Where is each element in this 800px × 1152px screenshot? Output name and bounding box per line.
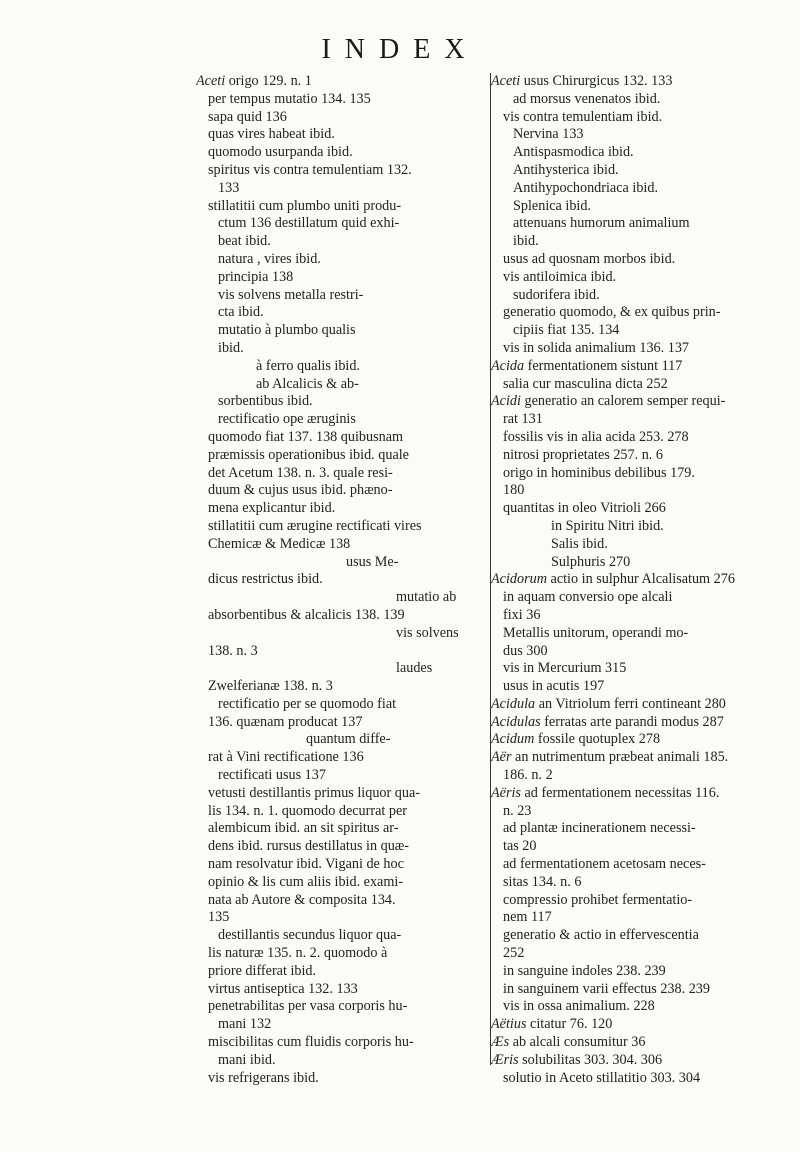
index-entry: nata ab Autore & composita 134. [208,891,396,908]
index-entry: Acidum fossile quotuplex 278 [491,731,661,748]
index-entry: vis antiloimica ibid. [503,268,617,285]
index-entry: lis naturæ 135. n. 2. quomodo à [208,945,388,962]
index-entry: virtus antiseptica 132. 133 [208,980,358,997]
index-entry: cta ibid. [218,304,264,321]
index-entry: spiritus vis contra temulentiam 132. [208,161,412,178]
index-entry: Acida fermentationem sistunt 117 [491,357,683,374]
page-heading: INDEX [321,34,479,65]
index-entry: ibid. [218,339,244,356]
index-entry: vis in solida animalium 136. 137 [503,339,690,356]
index-entry: salia cur masculina dicta 252 [503,375,668,392]
index-entry: Zwelferianæ 138. n. 3 [208,678,333,695]
index-headword: Aëtius [491,1016,527,1033]
index-entry: Aër an nutrimentum præbeat animali 185. [491,749,729,766]
index-entry: attenuans humorum animalium [513,215,690,232]
index-entry: vis refrigerans ibid. [208,1069,319,1086]
index-entry: origo in hominibus debilibus 179. [503,464,695,481]
index-entry: nem 117 [503,909,552,926]
index-entry: rat 131 [503,411,543,428]
index-entry: Sulphuris 270 [551,553,631,570]
index-entry: Aceti origo 129. n. 1 [196,73,312,89]
index-entry: Acidulas ferratas arte parandi modus 287 [491,713,724,730]
index-entry: Aëtius citatur 76. 120 [491,1016,613,1033]
index-entry: in aquam conversio ope alcali [503,589,673,606]
index-column-left [196,73,491,1086]
index-entry: præmissis operationibus ibid. quale [208,446,409,463]
index-entry: Acidi generatio an calorem semper requi- [491,393,726,410]
index-entry: dicus restrictus ibid. [208,571,323,588]
index-entry: Æs ab alcali consumitur 36 [491,1034,646,1051]
index-entry: stillatitii cum plumbo uniti produ- [208,197,402,214]
index-entry: ab Alcalicis & ab- [256,375,359,392]
index-entry: dus 300 [503,642,548,659]
index-entry: vis in ossa animalium. 228 [503,998,655,1015]
index-entry: Aëris ad fermentationem necessitas 116. [491,784,720,801]
index-entry: usus in acutis 197 [503,678,605,695]
index-entry: Chemicæ & Medicæ 138 [208,535,351,552]
index-entry: mutatio ab [396,589,457,606]
index-headword: Aceti [491,73,521,89]
index-entry: 136. quænam producat 137 [208,713,363,730]
index-entry: ad plantæ incinerationem necessi- [503,820,696,837]
index-entry: in Spiritu Nitri ibid. [551,517,664,534]
index-entry: destillantis secundus liquor qua- [218,927,402,944]
index-entry: alembicum ibid. an sit spiritus ar- [208,820,399,837]
index-entry: miscibilitas cum fluidis corporis hu- [208,1034,414,1051]
index-entry: ad fermentationem acetosam neces- [503,856,706,873]
index-entry: à ferro qualis ibid. [256,357,361,374]
index-entry: Aceti usus Chirurgicus 132. 133 [491,73,673,89]
index-headword: Æris [491,1051,519,1068]
index-headword: Acida [491,357,525,374]
index-entry: vis solvens [396,624,459,641]
index-entry: 186. n. 2 [503,767,553,784]
index-entry: in sanguinem varii effectus 238. 239 [503,980,710,997]
index-entry: quantitas in oleo Vitrioli 266 [503,500,666,517]
index-entry: ad morsus venenatos ibid. [513,90,661,107]
index-entry: det Acetum 138. n. 3. quale resi- [208,464,393,481]
index-entry: natura , vires ibid. [218,250,321,267]
index-entry: vis in Mercurium 315 [503,660,627,677]
index-entry: 180 [503,482,525,499]
index-entry: penetrabilitas per vasa corporis hu- [208,998,408,1015]
index-entry: nam resolvatur ibid. Vigani de hoc [208,856,404,873]
index-entry: dens ibid. rursus destillatus in quæ- [208,838,409,855]
index-entry: opinio & lis cum aliis ibid. exami- [208,873,404,890]
index-entry: n. 23 [503,802,532,819]
index-entry: 138. n. 3 [208,642,258,659]
index-entry: per tempus mutatio 134. 135 [208,90,371,107]
index-headword: Acidum [491,731,535,748]
index-entry: mena explicantur ibid. [208,500,336,517]
index-entry: vetusti destillantis primus liquor qua- [208,784,421,801]
index-entry: 252 [503,945,525,962]
index-entry: vis solvens metalla restri- [218,286,364,303]
index-entry: Metallis unitorum, operandi mo- [503,624,689,641]
index-headword: Acidorum [491,571,547,588]
index-entry: Acidorum actio in sulphur Alcalisatum 276 [491,571,735,588]
index-entry: fixi 36 [503,606,541,623]
index-entry: sapa quid 136 [208,108,287,125]
index-entry: ibid. [513,233,539,250]
index-entry: Acidula an Vitriolum ferri contineant 280 [491,695,726,712]
index-entry: 133 [218,179,240,196]
index-entry: rectificati usus 137 [218,767,326,784]
index-entry: sudorifera ibid. [513,286,600,303]
index-headword: Acidula [491,695,536,712]
index-headword: Aëris [491,784,521,801]
index-entry: sorbentibus ibid. [218,393,313,410]
index-entry: generatio & actio in effervescentia [503,927,699,944]
index-entry: Nervina 133 [513,126,584,143]
index-entry: solutio in Aceto stillatitio 303. 304 [503,1069,701,1086]
index-entry: principia 138 [218,268,294,285]
index-entry: sitas 134. n. 6 [503,873,582,890]
index-entry: 135 [208,909,230,926]
index-entry: Antispasmodica ibid. [513,144,634,161]
index-entry: mutatio à plumbo qualis [218,322,356,339]
index-entry: cipiis fiat 135. 134 [513,322,620,339]
index-entry: compressio prohibet fermentatio- [503,891,693,908]
index-entry: mani ibid. [218,1051,276,1068]
index-headword: Æs [491,1034,510,1051]
index-entry: rectificatio ope æruginis [218,411,356,428]
index-entry: ctum 136 destillatum quid exhi- [218,215,400,232]
index-entry: fossilis vis in alia acida 253. 278 [503,428,689,445]
index-entry: generatio quomodo, & ex quibus prin- [503,304,721,321]
index-entry: in sanguine indoles 238. 239 [503,962,666,979]
index-entry: rat à Vini rectificatione 136 [208,749,364,766]
index-entry: usus Me- [346,553,399,570]
index-entry: quomodo usurpanda ibid. [208,144,353,161]
index-entry: Antihypochondriaca ibid. [513,179,658,196]
index-entry: nitrosi proprietates 257. n. 6 [503,446,663,463]
index-entry: usus ad quosnam morbos ibid. [503,250,676,267]
index-entry: Antihysterica ibid. [513,161,619,178]
index-entry: stillatitii cum ærugine rectificati vires [208,517,422,534]
index-headword: Acidulas [491,713,541,730]
index-entry: duum & cujus usus ibid. phæno- [208,482,393,499]
index-entry: quas vires habeat ibid. [208,126,335,143]
index-entry: Æris solubilitas 303. 304. 306 [491,1051,663,1068]
index-entry: vis contra temulentiam ibid. [503,108,663,125]
index-entry: rectificatio per se quomodo fiat [218,695,397,712]
index-entry: laudes [396,660,433,677]
index-entry: quantum diffe- [306,731,391,748]
index-entry: Splenica ibid. [513,197,592,214]
index-entry: Salis ibid. [551,535,608,552]
index-entry: beat ibid. [218,233,271,250]
index-entry: tas 20 [503,838,537,855]
index-headword: Aceti [196,73,226,89]
index-entry: quomodo fiat 137. 138 quibusnam [208,428,404,445]
index-entry: absorbentibus & alcalicis 138. 139 [208,606,405,623]
index-headword: Aër [491,749,512,766]
index-entry: lis 134. n. 1. quomodo decurrat per [208,802,407,819]
index-entry: priore differat ibid. [208,962,317,979]
index-entry: mani 132 [218,1016,272,1033]
index-column-right [491,73,771,1087]
index-headword: Acidi [491,393,521,410]
